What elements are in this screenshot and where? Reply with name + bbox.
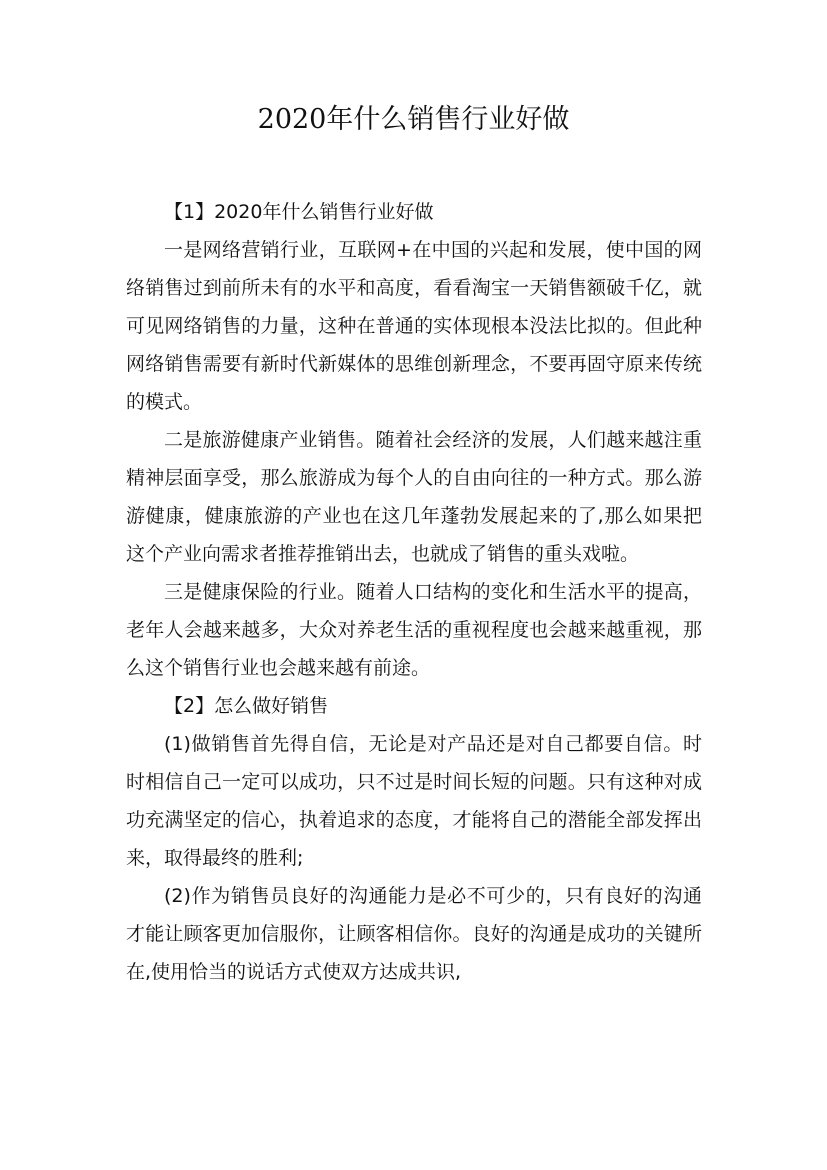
document-body bbox=[126, 193, 702, 991]
paragraph-online-marketing: 一是网络营销行业，互联网+在中国的兴起和发展，使中国的网络销售过到前所未有的水平和高度，看看淘宝一天销售额破千亿，就可见网络销售的力量，这种在普通的实体现根本没法比拟的。但此种网络销售需要有新时代新媒体的思维创新理念，不要再固守原来传统的模式。 bbox=[126, 239, 702, 413]
section-heading-2: 【2】怎么做好销售 bbox=[164, 695, 329, 717]
paragraph-health-insurance: 三是健康保险的行业。随着人口结构的变化和生活水平的提高，老年人会越来越多，大众对养老生活的重视程度也会越来越重视，那么这个销售行业也会越来越有前途。 bbox=[126, 581, 702, 679]
section-heading-1: 【1】2020年什么销售行业好做 bbox=[164, 201, 434, 223]
paragraph-tourism-health: 二是旅游健康产业销售。随着社会经济的发展，人们越来越注重精神层面享受，那么旅游成为每个人的自由向往的一种方式。那么游游健康，健康旅游的产业也在这几年蓬勃发展起来的了,那么如果把这个产业向需求者推荐推销出去，也就成了销售的重头戏啦。 bbox=[126, 429, 702, 565]
document-title: 2020年什么销售行业好做 bbox=[257, 104, 570, 135]
paragraph-confidence: (1)做销售首先得自信，无论是对产品还是对自己都要自信。时时相信自己一定可以成功，只不过是时间长短的问题。只有这种对成功充满坚定的信心，执着追求的态度，才能将自己的潜能全部发挥出来，取得最终的胜利; bbox=[126, 733, 702, 869]
paragraph-communication: (2)作为销售员良好的沟通能力是必不可少的，只有良好的沟通才能让顾客更加信服你，让顾客相信你。良好的沟通是成功的关键所在,使用恰当的说话方式使双方达成共识, bbox=[126, 885, 702, 983]
